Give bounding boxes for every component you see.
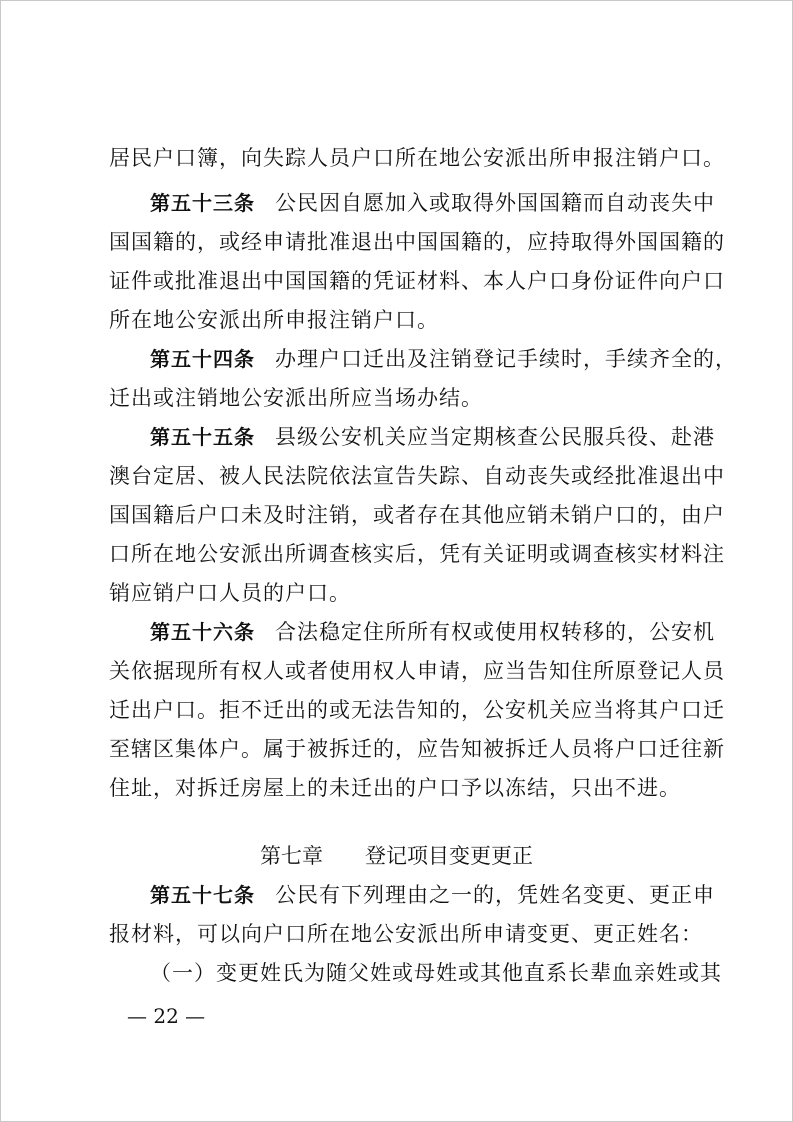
- line-text: 口所在地公安派出所调查核实后，凭有关证明或调查核实材料注: [109, 542, 725, 566]
- chapter-number: 第七章: [260, 844, 323, 868]
- text-line: [109, 502, 725, 528]
- line-text: 县级公安机关应当定期核查公民服兵役、赴港: [275, 425, 715, 449]
- text-line: [109, 463, 725, 489]
- article-label: 第五十五条: [150, 425, 255, 449]
- text-line: [109, 541, 725, 567]
- line-text: 报材料，可以向户口所在地公安派出所申请变更、更正姓名：: [109, 922, 703, 946]
- text-line: [109, 268, 725, 294]
- line-text: 关依据现所有权人或者使用权人申请，应当告知住所原登记人员: [109, 659, 725, 683]
- line-text: 公民有下列理由之一的，凭姓名变更、更正申: [275, 883, 715, 907]
- line-text: 居民户口簿，向失踪人员户口所在地公安派出所申报注销户口。: [109, 146, 725, 170]
- line-text: （一）变更姓氏为随父姓或母姓或其他直系长辈血亲姓或其: [150, 961, 722, 985]
- line-text: 迁出户口。拒不迁出的或无法告知的，公安机关应当将其户口迁: [109, 698, 725, 722]
- article-55-heading-line: [150, 424, 715, 450]
- line-text: 至辖区集体户。属于被拆迁的，应告知被拆迁人员将户口迁往新: [109, 737, 725, 761]
- text-line: [109, 229, 725, 255]
- line-text: 住址，对拆迁房屋上的未迁出的户口予以冻结，只出不进。: [109, 776, 681, 800]
- line-text: 销应销户口人员的户口。: [109, 581, 351, 605]
- text-line: [109, 145, 725, 171]
- line-text: 证件或批准退出中国国籍的凭证材料、本人户口身份证件向户口: [109, 269, 725, 293]
- line-text: 所在地公安派出所申报注销户口。: [109, 308, 439, 332]
- article-label: 第五十七条: [150, 883, 255, 907]
- article-57-heading-line: [150, 882, 715, 908]
- line-text: 合法稳定住所所有权或使用权转移的，公安机: [275, 620, 715, 644]
- text-line: [109, 385, 699, 411]
- page-number: — 22 —: [127, 1004, 206, 1028]
- article-label: 第五十四条: [150, 347, 255, 371]
- article-56-heading-line: [150, 619, 715, 645]
- chapter-title: 登记项目变更更正: [365, 844, 533, 868]
- line-text: 国国籍后户口未及时注销，或者存在其他应销未销户口的，由户: [109, 503, 725, 527]
- article-label: 第五十六条: [150, 620, 255, 644]
- chapter-heading: [0, 843, 793, 869]
- line-text: 国国籍的，或经申请批准退出中国国籍的，应持取得外国国籍的: [109, 230, 725, 254]
- text-line: [109, 921, 703, 947]
- text-line: [109, 736, 725, 762]
- line-text: 公民因自愿加入或取得外国国籍而自动丧失中: [275, 191, 715, 215]
- text-line: [109, 307, 699, 333]
- text-line: [150, 960, 722, 986]
- line-text: 澳台定居、被人民法院依法宣告失踪、自动丧失或经批准退出中: [109, 464, 725, 488]
- article-53-heading-line: [150, 190, 715, 216]
- line-text: 迁出或注销地公安派出所应当场办结。: [109, 386, 483, 410]
- text-line: [109, 697, 725, 723]
- text-line: [109, 580, 699, 606]
- text-line: [109, 775, 699, 801]
- article-label: 第五十三条: [150, 191, 255, 215]
- text-line: [109, 658, 725, 684]
- article-54-heading-line: [150, 346, 737, 372]
- line-text: 办理户口迁出及注销登记手续时，手续齐全的，: [275, 347, 737, 371]
